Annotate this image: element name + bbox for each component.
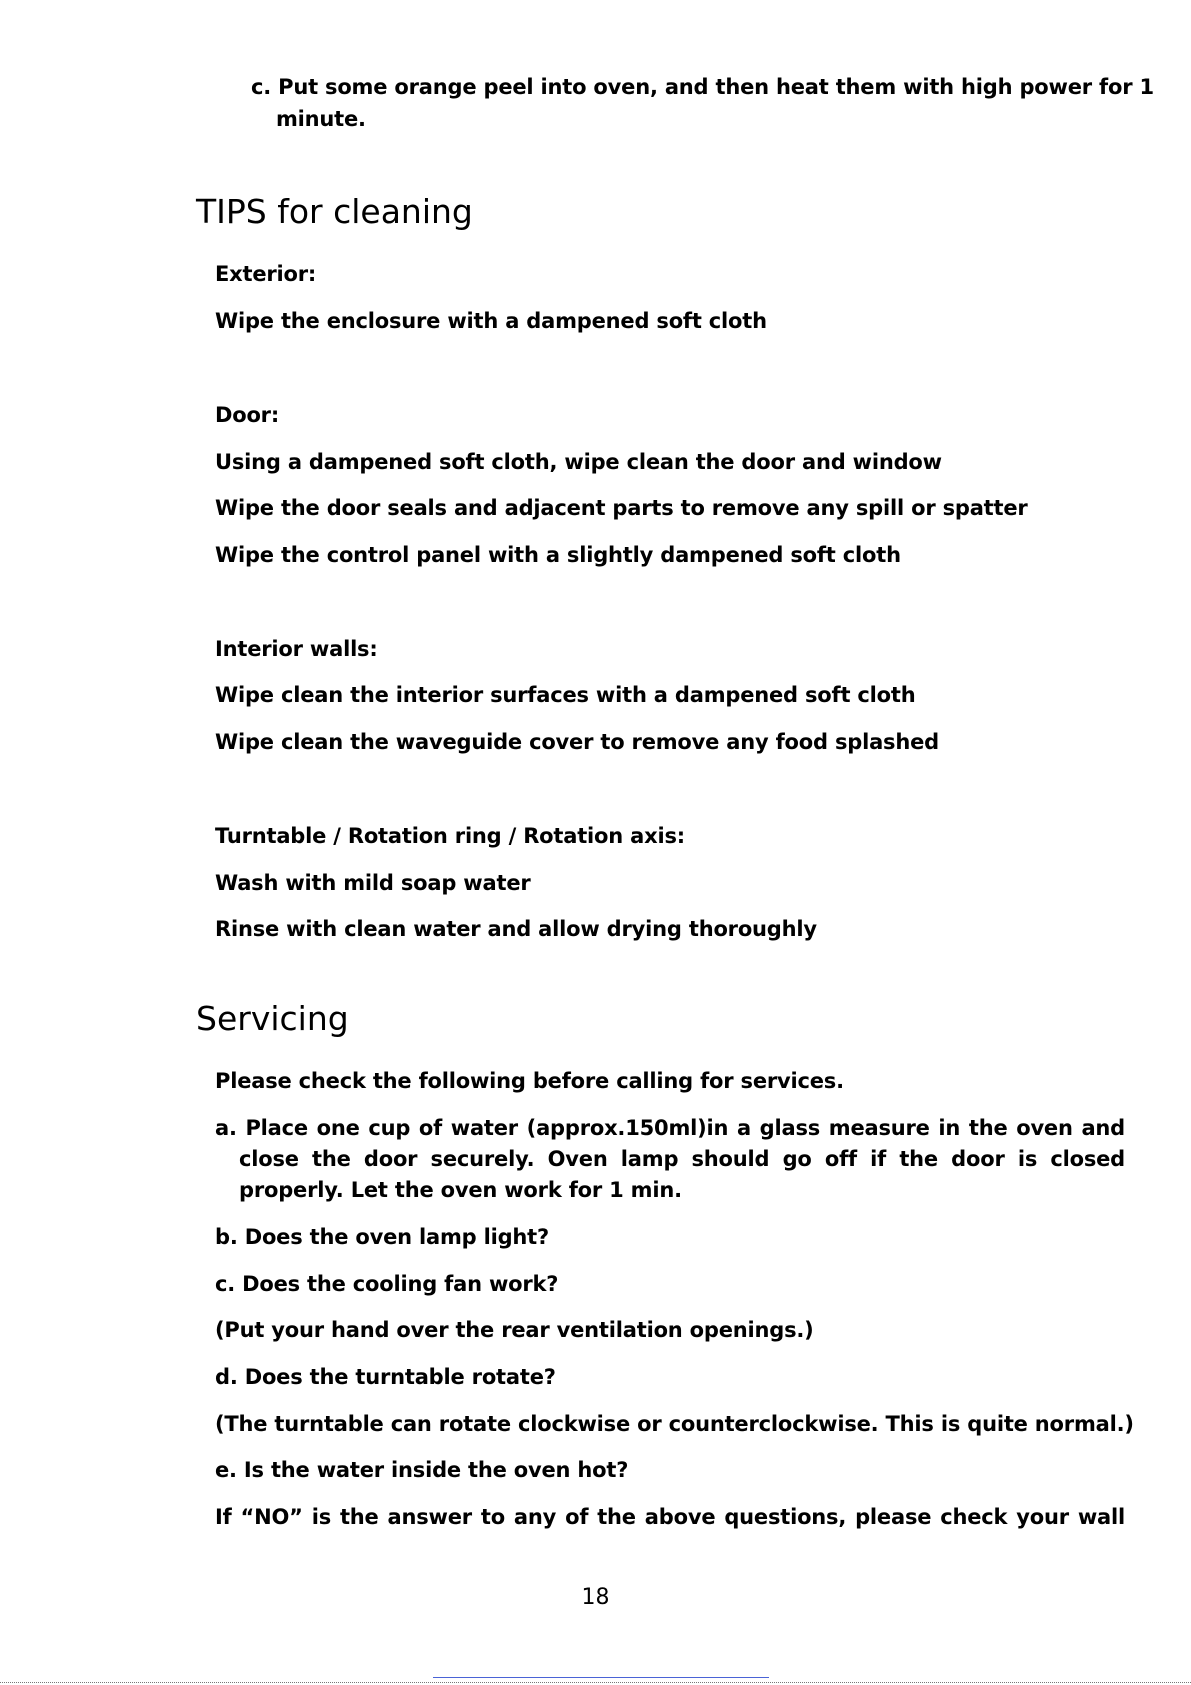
intro-line-1: c. Put some orange peel into oven, and then heat them with high power for 1 xyxy=(251,75,1154,99)
servicing-heading: Servicing xyxy=(196,999,349,1038)
exterior-label: Exterior: xyxy=(215,262,317,286)
servicing-item-d: d. Does the turntable rotate? xyxy=(215,1365,556,1389)
door-item: Using a dampened soft cloth, wipe clean the door and window xyxy=(215,450,942,474)
turntable-label: Turntable / Rotation ring / Rotation axis: xyxy=(215,824,685,848)
exterior-item: Wipe the enclosure with a dampened soft cloth xyxy=(215,309,767,333)
servicing-item-a-line-2: close the door securely. Oven lamp should go off if the door is closed xyxy=(239,1147,1125,1171)
door-item: Wipe the control panel with a slightly dampened soft cloth xyxy=(215,543,901,567)
servicing-item-a-line-3: properly. Let the oven work for 1 min. xyxy=(239,1178,682,1202)
door-item: Wipe the door seals and adjacent parts to remove any spill or spatter xyxy=(215,496,1028,520)
servicing-item-c: c. Does the cooling fan work? xyxy=(215,1272,559,1296)
door-label: Door: xyxy=(215,403,280,427)
servicing-closing xyxy=(215,1502,1125,1533)
interior-item: Wipe clean the interior surfaces with a dampened soft cloth xyxy=(215,683,916,707)
bottom-page-edge xyxy=(0,1682,1191,1683)
servicing-item-a xyxy=(215,1113,1125,1144)
servicing-item-c-note: (Put your hand over the rear ventilation openings.) xyxy=(215,1318,814,1342)
servicing-closing-line: If “NO” is the answer to any of the above questions, please check your wall xyxy=(215,1505,1125,1529)
bottom-link-underline xyxy=(433,1677,769,1678)
interior-label: Interior walls: xyxy=(215,637,378,661)
servicing-item-a-cont xyxy=(239,1144,1125,1175)
intro-line-2: minute. xyxy=(276,107,366,131)
tips-heading: TIPS for cleaning xyxy=(196,192,473,231)
servicing-item-e: e. Is the water inside the oven hot? xyxy=(215,1458,629,1482)
servicing-intro: Please check the following before calling for services. xyxy=(215,1069,844,1093)
interior-item: Wipe clean the waveguide cover to remove any food splashed xyxy=(215,730,939,754)
servicing-item-b: b. Does the oven lamp light? xyxy=(215,1225,549,1249)
turntable-item: Wash with mild soap water xyxy=(215,871,531,895)
turntable-item: Rinse with clean water and allow drying thoroughly xyxy=(215,917,817,941)
page-number: 18 xyxy=(581,1585,610,1610)
servicing-item-a-line-1: a. Place one cup of water (approx.150ml)in a glass measure in the oven and xyxy=(215,1116,1125,1140)
servicing-item-d-note: (The turntable can rotate clockwise or counterclockwise. This is quite normal.) xyxy=(215,1412,1134,1436)
